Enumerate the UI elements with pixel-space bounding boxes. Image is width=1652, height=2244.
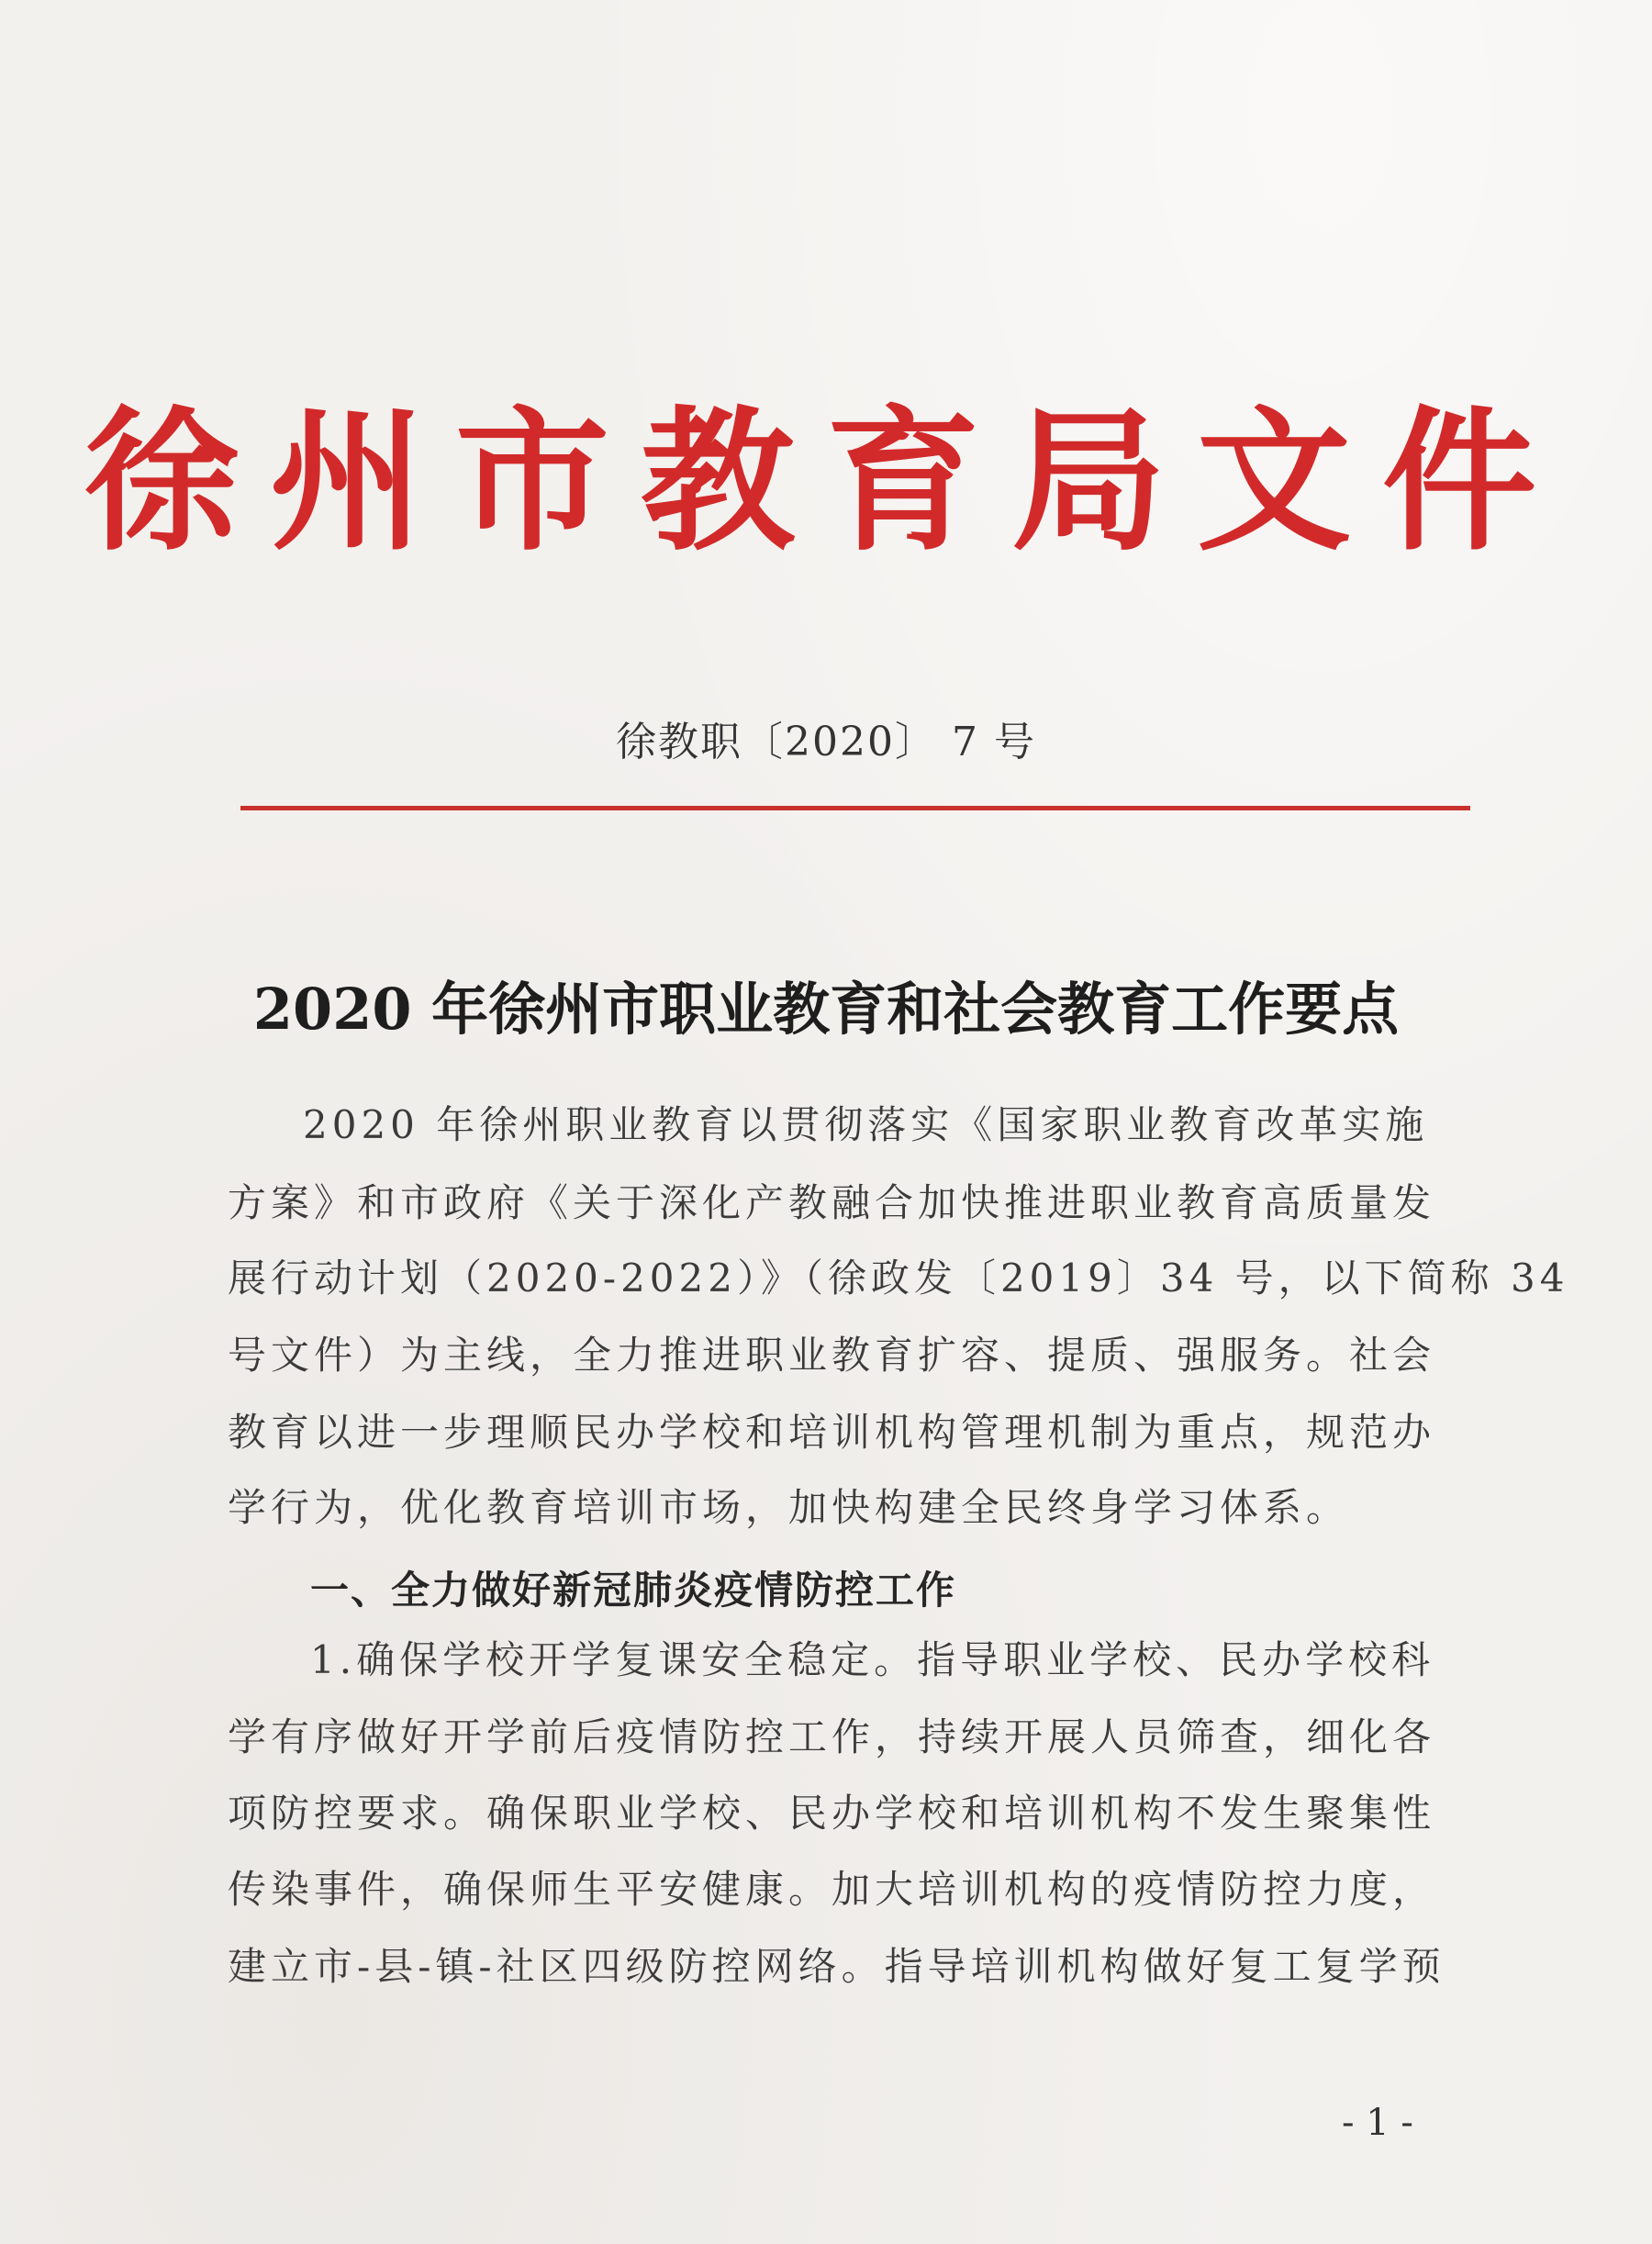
section-line: 学有序做好开学前后疫情防控工作，持续开展人员筛查，细化各 xyxy=(228,1714,1436,1759)
document-title: 2020 年徐州市职业教育和社会教育工作要点 xyxy=(252,976,1400,1043)
masthead-title: 徐州市教育局文件 xyxy=(84,390,1568,572)
intro-line: 展行动计划（2020-2022）》（徐政发〔2019〕34 号，以下简称 34 xyxy=(228,1256,1569,1301)
document-number: 徐教职〔2020〕 7 号 xyxy=(616,719,1036,765)
intro-line: 方案》和市政府《关于深化产教融合加快推进职业教育高质量发 xyxy=(228,1180,1436,1225)
page-number: - 1 - xyxy=(1342,2102,1413,2144)
intro-line: 2020 年徐州职业教育以贯彻落实《国家职业教育改革实施 xyxy=(303,1102,1429,1147)
section-heading: 一、全力做好新冠肺炎疫情防控工作 xyxy=(310,1568,957,1613)
section-line: 传染事件，确保师生平安健康。加大培训机构的疫情防控力度， xyxy=(228,1867,1436,1912)
section-line: 建立市-县-镇-社区四级防控网络。指导培训机构做好复工复学预 xyxy=(228,1944,1446,1989)
intro-line: 号文件）为主线，全力推进职业教育扩容、提质、强服务。社会 xyxy=(228,1333,1436,1378)
red-divider-line xyxy=(240,806,1470,810)
section-line: 1.确保学校开学复课安全稳定。指导职业学校、民办学校科 xyxy=(310,1637,1435,1682)
section-line: 项防控要求。确保职业学校、民办学校和培训机构不发生聚集性 xyxy=(228,1791,1436,1836)
intro-line: 教育以进一步理顺民办学校和培训机构管理机制为重点，规范办 xyxy=(228,1410,1436,1455)
intro-line: 学行为，优化教育培训市场，加快构建全民终身学习体系。 xyxy=(228,1485,1350,1530)
